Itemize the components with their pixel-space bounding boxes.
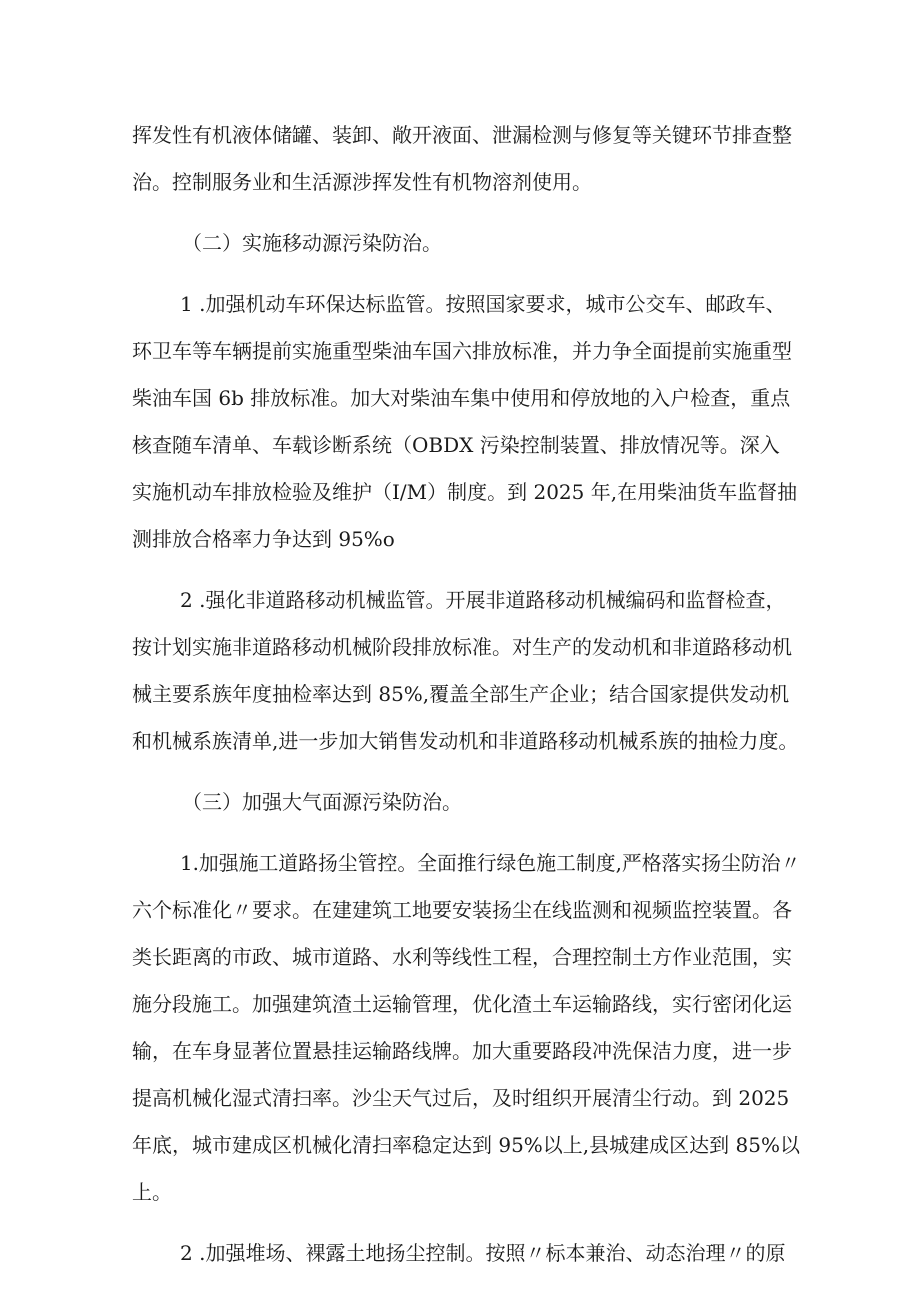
text-line: 实施机动车排放检验及维护（I/M）制度。到 2025 年,在用柴油货车监督抽 — [132, 480, 798, 504]
text-line: 测排放合格率力争达到 95%o — [132, 527, 395, 551]
text-line: 上。 — [132, 1180, 172, 1204]
text-line: 核查随车清单、车载诊断系统（OBDX 污染控制装置、排放情况等。深入 — [132, 433, 780, 457]
text-line: 输，在车身显著位置悬挂运输路线牌。加大重要路段冲洗保洁力度，进一步 — [132, 1039, 792, 1063]
text-line: 提高机械化湿式清扫率。沙尘天气过后，及时组织开展清尘行动。到 2025 — [132, 1086, 790, 1110]
text-line: 2 .加强堆场、裸露土地扬尘控制。按照〃标本兼治、动态治理〃的原 — [180, 1241, 786, 1265]
text-line: 和机械系族清单,进一步加大销售发动机和非道路移动机械系族的抽检力度。 — [132, 729, 799, 753]
section-heading: （二）实施移动源污染防治。 — [182, 231, 442, 255]
text-line: 环卫车等车辆提前实施重型柴油车国六排放标准，并力争全面提前实施重型 — [132, 339, 792, 363]
text-line: 施分段施工。加强建筑渣土运输管理，优化渣土车运输路线，实行密闭化运 — [132, 992, 792, 1016]
text-line: 按计划实施非道路移动机械阶段排放标准。对生产的发动机和非道路移动机 — [132, 635, 792, 659]
text-line: 柴油车国 6b 排放标准。加大对柴油车集中使用和停放地的入户检查，重点 — [132, 386, 791, 410]
text-line: 械主要系族年度抽检率达到 85%,覆盖全部生产企业；结合国家提供发动机 — [132, 682, 790, 706]
text-line: 六个标准化〃要求。在建建筑工地要安装扬尘在线监测和视频监控装置。各 — [132, 898, 792, 922]
text-line: 类长距离的市政、城市道路、水利等线性工程，合理控制土方作业范围，实 — [132, 945, 792, 969]
text-line: 2 .强化非道路移动机械监管。开展非道路移动机械编码和监督检查， — [180, 588, 786, 612]
text-line: 1.加强施工道路扬尘管控。全面推行绿色施工制度,严格落实扬尘防治〃 — [180, 851, 801, 875]
text-line: 挥发性有机液体储罐、装卸、敞开液面、泄漏检测与修复等关键环节排查整 — [132, 123, 792, 147]
text-line: 1 .加强机动车环保达标监管。按照国家要求，城市公交车、邮政车、 — [180, 292, 786, 316]
text-line: 年底，城市建成区机械化清扫率稳定达到 95%以上,县城建成区达到 85%以 — [132, 1133, 800, 1157]
text-line: 治。控制服务业和生活源涉挥发性有机物溶剂使用。 — [132, 170, 592, 194]
section-heading: （三）加强大气面源污染防治。 — [182, 790, 462, 814]
